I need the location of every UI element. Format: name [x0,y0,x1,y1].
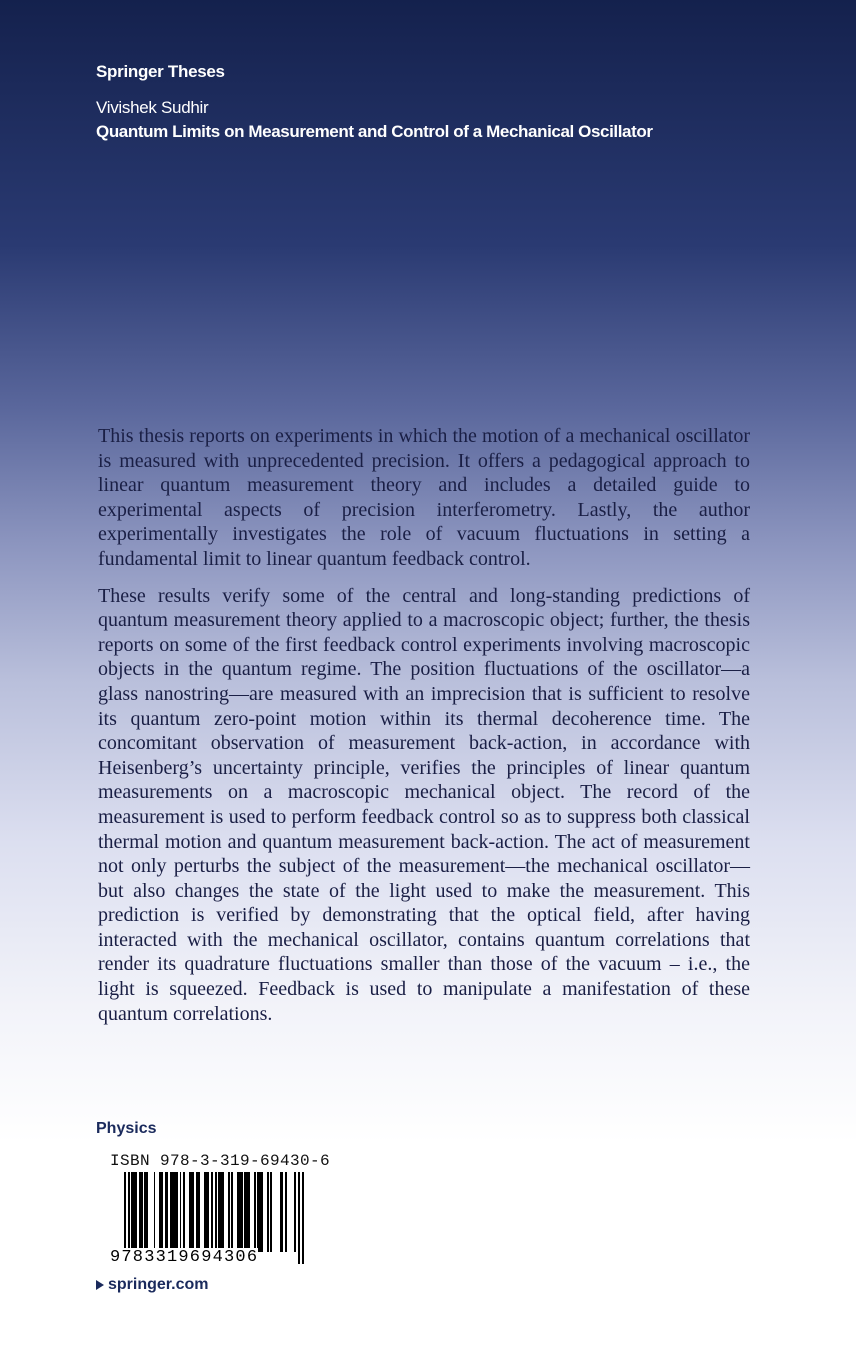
subject-label: Physics [96,1120,157,1137]
website-label: springer.com [108,1276,209,1293]
series-name: Springer Theses [96,62,225,81]
abstract-paragraph-1: This thesis reports on experiments in which the motion of a mechanical oscillator is measured with unprecedented precision. It offers a pedagogical approach to linear quantum measurement theory and includes a detailed guide to experimental aspects of precision interferometry. Lastly, the author experimentally investigates the role of vacuum fluctuations in setting a fundamental limit to linear quantum feedback control. [98,425,750,570]
author-name: Vivishek Sudhir [96,98,209,117]
book-title: Quantum Limits on Measurement and Control of a Mechanical Oscillator [96,122,653,141]
barcode-space [272,1172,279,1252]
barcode-bar [302,1172,304,1264]
arrow-right-icon [96,1280,104,1290]
isbn-barcode [110,1172,306,1268]
barcode-digits: 9783319694306 [110,1248,259,1267]
barcode-bar [170,1172,177,1252]
abstract-paragraph-2: These results verify some of the central and long-standing predictions of quantum measurement theory applied to a macroscopic object; further, the thesis reports on some of the first feedback control experiments involving macroscopic objects in the quantum regime. The position fluctuations of the oscillator—a glass nanostring—are measured with an imprecision that is sufficient to resolve its quantum zero-point motion within its thermal decoherence time. The concomitant observation of measurement back-action, in accordance with Heisenberg’s uncertainty principle, verifies the principles of linear quantum measurements on a macroscopic mechanical object. The record of the measurement is used to perform feedback control so as to suppress both classical thermal motion and quantum measurement back-action. The act of measurement not only perturbs the subject of the measurement—the mechanical oscillator—but also changes the state of the light used to make the measurement. This prediction is verified by demonstrating that the optical field, after having interacted with the mechanical oscillator, contains quantum correlations that render its quadrature fluctuations smaller than those of the vacuum – i.e., the light is squeezed. Feedback is used to manipulate a manifestation of these quantum correlations. [98,584,750,1025]
abstract [98,424,750,1038]
isbn-label: ISBN 978-3-319-69430-6 [110,1152,331,1170]
barcode-space [287,1172,294,1252]
website-link[interactable] [96,1276,208,1294]
